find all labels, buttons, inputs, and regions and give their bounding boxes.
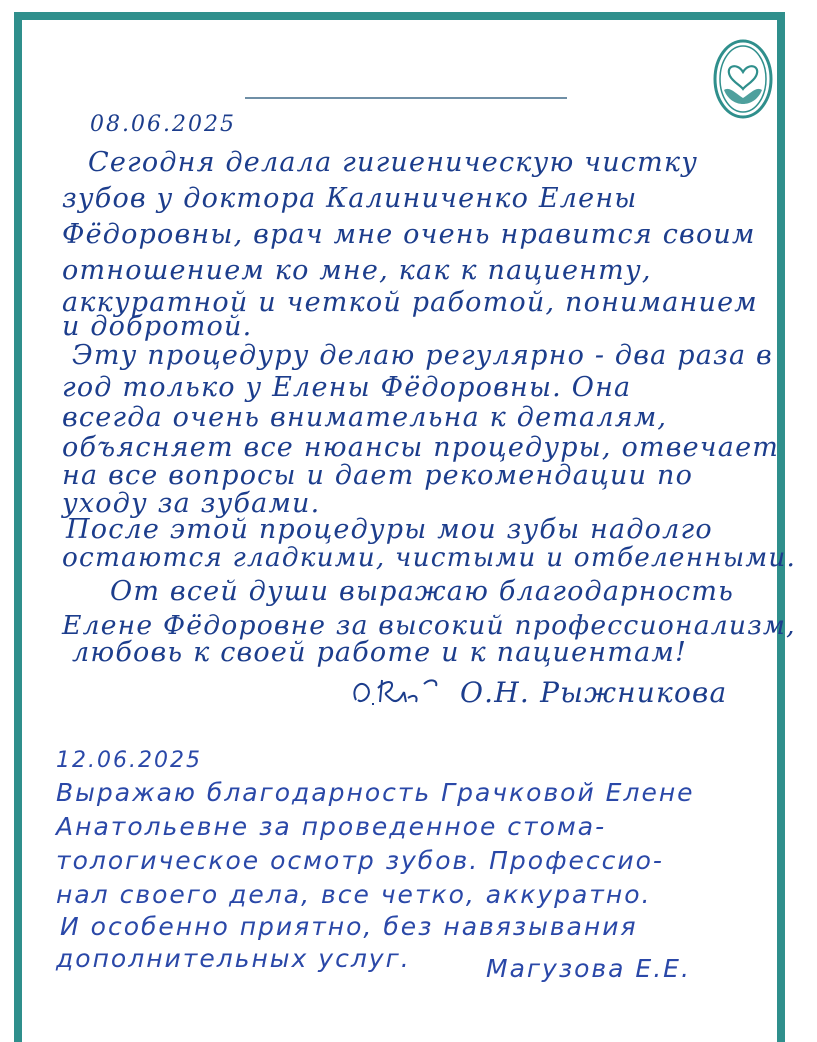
letter2-line: И особенно приятно, без навязывания [60,912,638,941]
letter2-date: 12.06.2025 [56,748,202,773]
letter1-date: 08.06.2025 [90,112,236,137]
letter1-line: любовь к своей работе и к пациентам! [72,637,688,668]
letter2-line: Анатольевне за проведенное стома- [56,812,607,841]
letter1-line: Фёдоровны, врач мне очень нравится своим [62,219,756,250]
letter1-line: От всей души выражаю благодарность [110,576,735,607]
letter1-line: всегда очень внимательна к деталям, [62,402,668,433]
signature-scribble [348,670,458,714]
letter2-line: нал своего дела, все четко, аккуратно. [56,880,652,909]
letter1-line: зубов у доктора Калиниченко Елены [62,183,638,214]
letter1-line: на все вопросы и дает рекомендации по [62,460,694,491]
letter2-line: Выражаю благодарность Грачковой Елене [56,778,695,807]
letter1-line: Эту процедуру делаю регулярно - два раза в [72,340,773,371]
letter1-line: Елене Фёдоровне за высокий профессионализм, [62,610,796,641]
letter1-line: и добротой. [62,311,253,342]
clinic-heart-hands-icon [712,38,774,120]
letter2-line: тологическое осмотр зубов. Профессио- [56,846,664,875]
letter1-line: остаются гладкими, чистыми и отбеленными. [62,543,797,573]
letter2-signature-name: Магузова Е.Е. [486,954,691,983]
letter1-line: год только у Елены Фёдоровны. Она [62,372,632,403]
letter1-signature-name: О.Н. Рыжникова [460,676,728,709]
letter1-line: После этой процедуры мои зубы надолго [66,514,713,545]
letter1-line: аккуратной и четкой работой, пониманием [62,287,758,318]
letter1-line: Сегодня делала гигиеническую чистку [88,147,699,178]
letter1-line: отношением ко мне, как к пациенту, [62,255,652,286]
letter1-line: уходу за зубами. [62,488,321,519]
letter1-line: объясняет все нюансы процедуры, отвечает [62,432,780,463]
header-line [245,97,567,99]
letter2-line: дополнительных услуг. [56,944,411,973]
